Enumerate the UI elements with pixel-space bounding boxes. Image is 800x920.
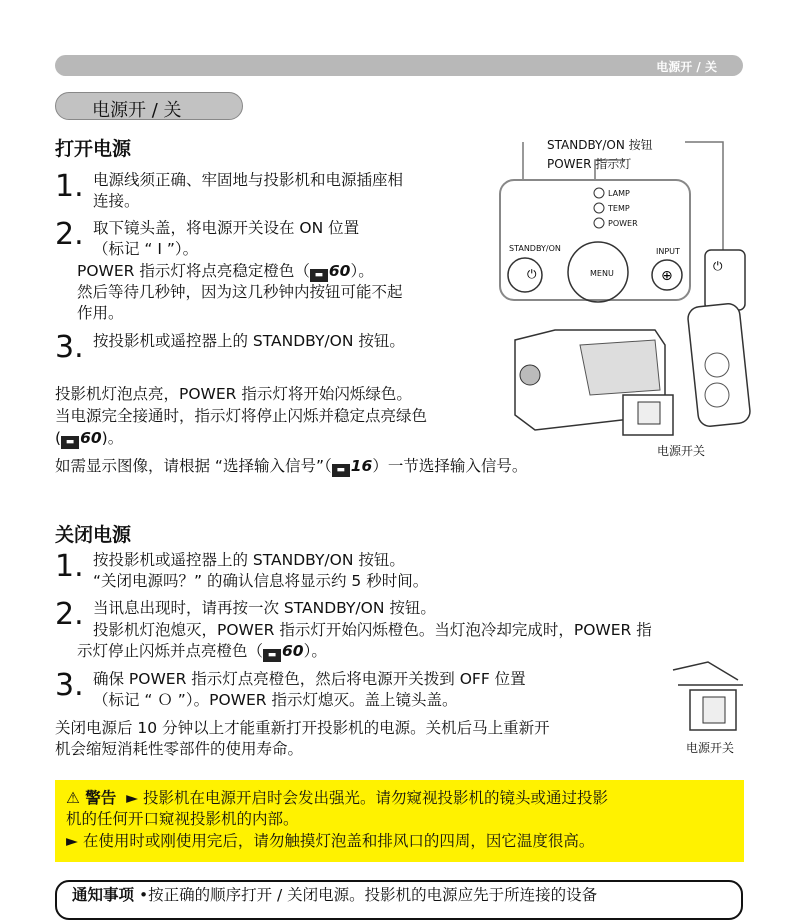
power-off-heading: 关闭电源 bbox=[55, 524, 132, 546]
notice-label: 通知事项 bbox=[72, 886, 135, 904]
step-number: 3. bbox=[55, 668, 84, 703]
menu-label: MENU bbox=[590, 269, 614, 278]
paragraph: 如需显示图像，请根据 “选择输入信号”（ ▬ 16）一节选择输入信号。 bbox=[55, 457, 528, 475]
step-text: 当讯息出现时，请再按一次 STANDBY/ON 按钮。 bbox=[93, 599, 436, 617]
step-text: 按投影机或遥控器上的 STANDBY/ON 按钮。 bbox=[93, 551, 405, 569]
book-icon: ▬ bbox=[310, 269, 328, 282]
power-on-heading: 打开电源 bbox=[55, 138, 132, 160]
step-text: POWER 指示灯将点亮稳定橙色（ ▬ 60）。 bbox=[77, 262, 374, 280]
section-title: 电源开 / 关 bbox=[92, 100, 182, 121]
step-text: 然后等待几秒钟，因为这几秒钟内按钮可能不起 bbox=[77, 283, 403, 301]
power-label: POWER bbox=[608, 219, 638, 228]
paragraph: 投影机灯泡点亮，POWER 指示灯将开始闪烁绿色。 bbox=[55, 385, 412, 403]
step-text: 电源线须正确、牢固地与投影机和电源插座相 bbox=[93, 171, 404, 189]
input-icon: ⊕ bbox=[661, 268, 673, 284]
step-text: 取下镜头盖，将电源开关设在 ON 位置 bbox=[93, 219, 360, 237]
switch-label: 电源开关 bbox=[657, 444, 706, 458]
header-title: 电源开 / 关 bbox=[656, 60, 717, 74]
control-panel-diagram bbox=[495, 130, 755, 460]
step-text: （标记 “ Ⅰ ”）。 bbox=[93, 240, 199, 258]
warning-line: 机的任何开口窥视投影机的内部。 bbox=[66, 810, 299, 828]
input-label: INPUT bbox=[656, 247, 680, 256]
step-number: 2. bbox=[55, 217, 84, 252]
step-text: 按投影机或遥控器上的 STANDBY/ON 按钮。 bbox=[93, 332, 405, 350]
section-title-pill bbox=[55, 92, 243, 120]
lamp-label: LAMP bbox=[608, 189, 630, 198]
page-ref: 60 bbox=[328, 262, 351, 280]
warning-line: ⚠ 警告 ► 投影机在电源开启时会发出强光。请勿窥视投影机的镜头或通过投影 bbox=[66, 789, 609, 807]
paragraph: 关闭电源后 10 分钟以上才能重新打开投影机的电源。关机后马上重新开 bbox=[55, 719, 550, 737]
step-text: 示灯停止闪烁并点亮橙色（ ▬ 60）。 bbox=[77, 642, 327, 660]
book-icon: ▬ bbox=[332, 464, 350, 477]
warning-label: ⚠ 警告 bbox=[66, 789, 117, 807]
step-text: 作用。 bbox=[77, 304, 124, 322]
warning-line: ► 在使用时或刚使用完后，请勿触摸灯泡盖和排风口的四周，因它温度很高。 bbox=[66, 832, 595, 850]
power-switch-diagram bbox=[668, 660, 748, 735]
step-number: 1. bbox=[55, 549, 84, 584]
step-number: 3. bbox=[55, 330, 84, 365]
paragraph: 当电源完全接通时，指示灯将停止闪烁并稳定点亮绿色 bbox=[55, 407, 428, 425]
temp-label: TEMP bbox=[608, 204, 630, 213]
header-bar bbox=[55, 55, 743, 76]
switch-label: 电源开关 bbox=[686, 741, 735, 755]
step-text: “关闭电源吗？” 的确认信息将显示约 5 秒时间。 bbox=[93, 572, 429, 590]
callout-power-label: POWER 指示灯 bbox=[547, 157, 632, 171]
step-number: 1. bbox=[55, 169, 84, 204]
remote-power-icon: ⏻ bbox=[713, 259, 723, 273]
step-text: 连接。 bbox=[93, 192, 140, 210]
standby-label: STANDBY/ON bbox=[509, 244, 561, 253]
power-icon: ⏻ bbox=[527, 267, 537, 281]
paragraph: ( ▬ 60)。 bbox=[55, 429, 124, 447]
step-text: 确保 POWER 指示灯点亮橙色，然后将电源开关拨到 OFF 位置 bbox=[93, 670, 526, 688]
step-number: 2. bbox=[55, 597, 84, 632]
notice-line: 通知事项 •按正确的顺序打开 / 关闭电源。投影机的电源应先于所连接的设备 bbox=[72, 886, 598, 904]
step-text: （标记 “ Ｏ ”）。POWER 指示灯熄灭。盖上镜头盖。 bbox=[93, 691, 458, 709]
callout-standby-label: STANDBY/ON 按钮 bbox=[547, 138, 653, 152]
book-icon: ▬ bbox=[61, 436, 79, 449]
book-icon: ▬ bbox=[263, 649, 281, 662]
paragraph: 机会缩短消耗性零部件的使用寿命。 bbox=[55, 740, 304, 758]
step-text: 投影机灯泡熄灭，POWER 指示灯开始闪烁橙色。当灯泡冷却完成时，POWER 指 bbox=[93, 621, 652, 639]
